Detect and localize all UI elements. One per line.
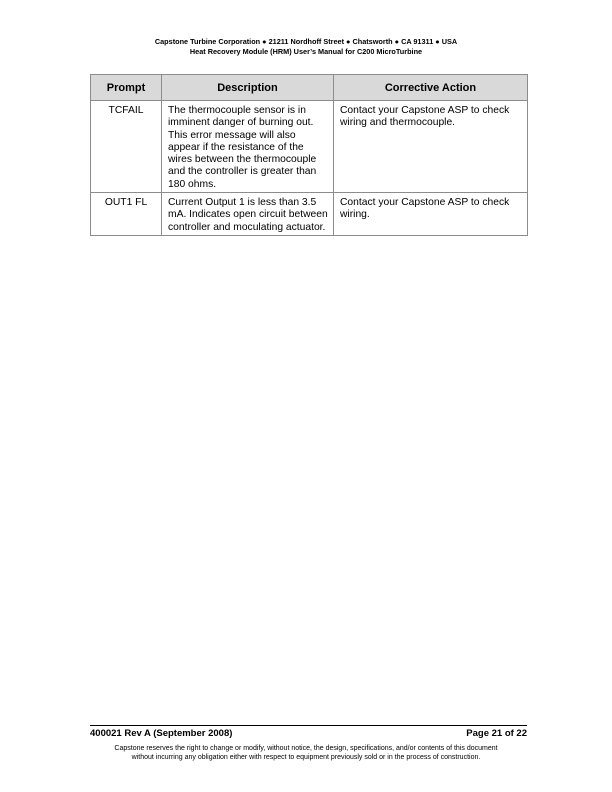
footer-divider [90, 725, 527, 726]
table-row [91, 193, 528, 236]
corrective-action-cell: Contact your Capstone ASP to check wiring and thermocouple. [334, 101, 528, 193]
header-manual-title: Heat Recovery Module (HRM) User’s Manual for C200 MicroTurbine [189, 47, 423, 56]
header-company-line: Capstone Turbine Corporation ● 21211 Nordhoff Street ● Chatsworth ● CA 91311 ● USA [154, 37, 458, 46]
column-header-corrective-action: Corrective Action [334, 75, 528, 101]
column-header-description: Description [162, 75, 334, 101]
corrective-action-cell: Contact your Capstone ASP to check wiring. [334, 193, 528, 236]
footer-disclaimer-line: Capstone reserves the right to change or modify, without notice, the design, specifications, and/or contents of this document [114, 745, 498, 752]
error-table [90, 74, 528, 236]
footer-disclaimer [0, 744, 612, 762]
description-cell: The thermocouple sensor is in imminent danger of burning out. This error message will also appear if the resistance of the wires between the thermocouple and the controller is greater than 180 ohms. [162, 101, 334, 193]
description-cell: Current Output 1 is less than 3.5 mA. Indicates open circuit between controller and moculating actuator. [162, 193, 334, 236]
footer-page-number: Page 21 of 22 [466, 728, 527, 739]
footer-document-revision: 400021 Rev A (September 2008) [90, 728, 233, 739]
prompt-cell: OUT1 FL [91, 193, 162, 236]
table-row [91, 101, 528, 193]
column-header-prompt: Prompt [91, 75, 162, 101]
footer-disclaimer-line: without incurring any obligation either with respect to equipment previously sold or in the process of construction. [131, 754, 481, 761]
page-header [0, 37, 612, 57]
table-header-row [91, 75, 528, 101]
prompt-cell: TCFAIL [91, 101, 162, 193]
